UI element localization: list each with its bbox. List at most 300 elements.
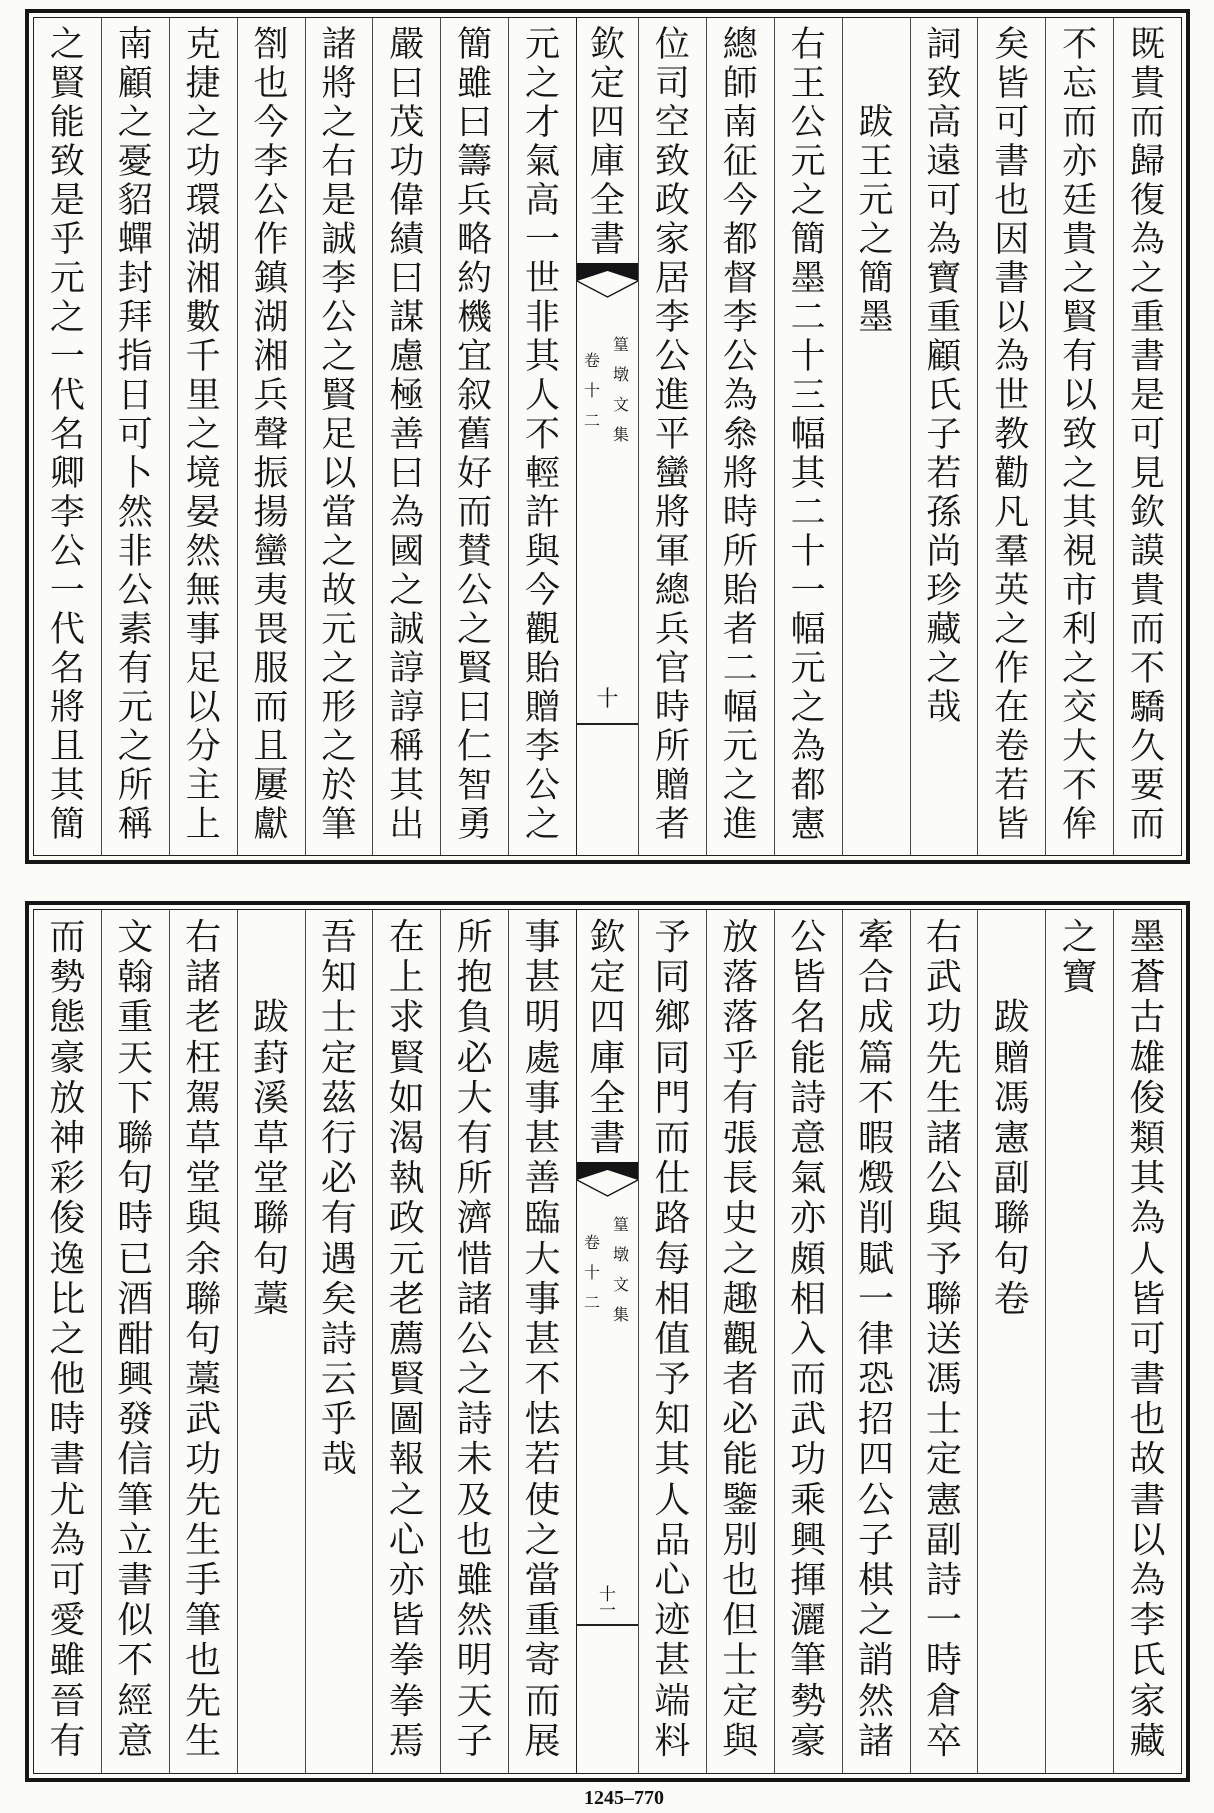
character: 尤: [49, 1479, 86, 1521]
text-column: [169, 910, 237, 1773]
character: 也: [722, 1560, 759, 1601]
character: 句: [253, 1238, 290, 1280]
character: 之: [525, 805, 561, 845]
character: 句: [117, 1158, 154, 1200]
character: 然: [185, 532, 221, 572]
character: 時: [722, 493, 758, 533]
character: 時: [49, 1399, 86, 1441]
character: 詩: [320, 1318, 357, 1360]
character: 幅: [722, 688, 758, 728]
character: 書: [589, 220, 625, 260]
character: 元: [117, 688, 153, 728]
character: 生: [185, 1720, 222, 1762]
character: 偉: [389, 181, 425, 221]
character: 先: [185, 1680, 222, 1722]
column-grid: [34, 18, 1181, 855]
character: 諸: [321, 25, 357, 65]
character: 端: [654, 1680, 691, 1722]
character: 重: [117, 997, 154, 1039]
character: 能: [790, 1037, 827, 1079]
character: 氣: [525, 142, 561, 182]
character: 三: [790, 376, 826, 416]
character: 乎: [320, 1399, 357, 1441]
character: 馮: [993, 1077, 1030, 1119]
text-column: [305, 910, 373, 1773]
character: 二: [790, 298, 826, 338]
character: 以: [994, 298, 1030, 338]
character: 哉: [926, 688, 962, 728]
character: 亦: [790, 1198, 827, 1240]
character: 幅: [790, 610, 826, 650]
character: 天: [117, 1037, 154, 1079]
character: 恐: [858, 1359, 895, 1401]
character: 官: [654, 649, 690, 689]
character: 墨: [790, 259, 826, 299]
character: 今: [722, 181, 758, 221]
character: 今: [253, 103, 289, 143]
character: 一: [925, 1600, 962, 1642]
character: 顧: [926, 337, 962, 377]
character: 致: [926, 64, 962, 104]
character: 吾: [320, 917, 357, 958]
character: 今: [525, 571, 561, 611]
character: 稱: [117, 805, 153, 845]
character: 一: [49, 337, 85, 377]
character: 一: [49, 571, 85, 611]
character: 夷: [253, 571, 289, 611]
character: 可: [994, 103, 1030, 143]
character: 復: [1130, 181, 1166, 221]
character: 賢: [321, 376, 357, 416]
text-column: [1045, 910, 1113, 1773]
character: 圖: [388, 1399, 425, 1441]
character: 負: [456, 997, 493, 1039]
character: 於: [321, 766, 357, 806]
character: 諸: [858, 1720, 895, 1762]
character: 子: [926, 415, 962, 455]
character: 總: [654, 571, 690, 611]
character: 諸: [185, 957, 222, 999]
character: 蠻: [253, 532, 289, 572]
character: 賢: [457, 649, 493, 689]
character: 李: [321, 259, 357, 299]
character: 賛: [457, 532, 493, 572]
character: 藏: [1129, 1720, 1166, 1762]
character: 重: [524, 1600, 561, 1642]
character: 其: [654, 1439, 691, 1481]
character: 嚴: [389, 25, 425, 65]
character: 功: [185, 1439, 222, 1481]
character: 之: [388, 1479, 425, 1521]
character: 成: [858, 997, 895, 1039]
character: 然: [117, 493, 153, 533]
character: 書: [1129, 1479, 1166, 1521]
character: 仕: [654, 1158, 691, 1200]
character: 卷: [994, 727, 1030, 767]
character: 公: [790, 103, 826, 143]
character: 之: [722, 1238, 759, 1280]
character: 世: [525, 259, 561, 299]
character: 雖: [49, 1640, 86, 1682]
character: 門: [654, 1077, 691, 1119]
character: 公: [253, 181, 289, 221]
character: 皆: [994, 64, 1030, 104]
character: 將: [321, 64, 357, 104]
character: 久: [1130, 727, 1166, 767]
character: 李: [1129, 1600, 1166, 1642]
character: 以: [1129, 1519, 1166, 1561]
character: 叙: [457, 376, 493, 416]
character: 皆: [388, 1600, 425, 1642]
character: 跋: [253, 997, 290, 1039]
character: 代: [49, 610, 85, 650]
character: 發: [117, 1399, 154, 1441]
character: 乎: [49, 220, 85, 260]
character: 足: [321, 415, 357, 455]
text-column: [372, 18, 440, 855]
character: 別: [722, 1519, 759, 1561]
character: 立: [117, 1519, 154, 1561]
character: 右: [321, 142, 357, 182]
character: 忘: [1062, 64, 1098, 104]
character: 明: [524, 997, 561, 1039]
character: 四: [589, 997, 626, 1039]
character: 湘: [253, 337, 289, 377]
character: 極: [389, 376, 425, 416]
character: 之: [389, 571, 425, 611]
character: 舊: [457, 415, 493, 455]
character: 之: [321, 649, 357, 689]
character: 薦: [388, 1318, 425, 1360]
character: 公: [858, 1479, 895, 1521]
character: 者: [722, 610, 758, 650]
character: 類: [1129, 1117, 1166, 1159]
character: 其: [389, 766, 425, 806]
text-column: [638, 18, 706, 855]
character: 焉: [388, 1720, 425, 1762]
character: 有: [1062, 337, 1098, 377]
character: 機: [457, 298, 493, 338]
character: 文: [117, 917, 154, 958]
character: 甚: [654, 1640, 691, 1682]
text-column: [508, 18, 576, 855]
character: 兵: [654, 610, 690, 650]
character: 觀: [525, 610, 561, 650]
character: 作: [994, 649, 1030, 689]
character: 處: [524, 1037, 561, 1079]
character: 名: [49, 649, 85, 689]
character: 然: [456, 1600, 493, 1642]
character: 子: [858, 1519, 895, 1561]
character: 叅: [722, 415, 758, 455]
character: 他: [49, 1359, 86, 1401]
character: 稱: [389, 727, 425, 767]
character: 堂: [185, 1158, 222, 1200]
character: 墩: [612, 365, 629, 384]
inner-frame: [33, 909, 1182, 1774]
character: 指: [117, 337, 153, 377]
character: 不: [525, 415, 561, 455]
character: 副: [993, 1158, 1030, 1200]
character: 遠: [926, 142, 962, 182]
character: 似: [117, 1600, 154, 1642]
character: 二: [583, 1293, 600, 1312]
character: 文: [612, 1275, 629, 1294]
character: 為: [1130, 220, 1166, 260]
character: 四: [589, 103, 625, 143]
character: 為: [790, 727, 826, 767]
character: 憲: [925, 1479, 962, 1521]
character: 詩: [925, 1560, 962, 1601]
character: 公: [321, 298, 357, 338]
character: 歸: [1130, 142, 1166, 182]
character: 功: [185, 142, 221, 182]
character: 之: [1062, 259, 1098, 299]
character: 南: [722, 103, 758, 143]
fold-rule: [577, 1624, 638, 1626]
character: 豪: [790, 1720, 827, 1762]
character: 晏: [185, 493, 221, 533]
character: 馮: [925, 1359, 962, 1401]
character: 跋: [858, 103, 894, 143]
character: 要: [1130, 766, 1166, 806]
character: 時: [117, 1198, 154, 1240]
character: 事: [524, 1278, 561, 1320]
character: 古: [1129, 997, 1166, 1039]
character: 重: [926, 298, 962, 338]
character: 及: [456, 1479, 493, 1521]
character: 為: [722, 376, 758, 416]
character: 才: [525, 103, 561, 143]
character: 兵: [253, 376, 289, 416]
character: 督: [722, 259, 758, 299]
character: 四: [858, 1439, 895, 1481]
character: 元: [525, 25, 561, 65]
text-column: [706, 910, 774, 1773]
character: 可: [1129, 1318, 1166, 1360]
character: 予: [654, 1359, 691, 1401]
text-column: [440, 18, 508, 855]
character: 之: [994, 610, 1030, 650]
character: 事: [524, 1077, 561, 1119]
character: 料: [654, 1720, 691, 1762]
character: 上: [185, 805, 221, 845]
character: 欽: [589, 25, 625, 65]
character: 為: [389, 493, 425, 533]
character: 貂: [117, 181, 153, 221]
character: 大: [456, 1077, 493, 1119]
character: 公: [925, 1158, 962, 1200]
character: 右: [790, 25, 826, 65]
character: 墨: [858, 298, 894, 338]
character: 與: [925, 1198, 962, 1240]
character: 下: [117, 1077, 154, 1119]
character: 之: [321, 532, 357, 572]
text-column: [1113, 910, 1181, 1773]
character: 定: [589, 64, 625, 104]
character: 張: [722, 1117, 759, 1159]
character: 之: [790, 181, 826, 221]
text-column: [101, 910, 169, 1773]
character: 卷: [583, 1233, 600, 1252]
character: 之: [321, 337, 357, 377]
character: 之: [722, 766, 758, 806]
character: 可: [926, 181, 962, 221]
center-fold: [576, 18, 638, 855]
character: 放: [722, 917, 759, 958]
character: 必: [456, 1037, 493, 1079]
character: 事: [185, 610, 221, 650]
character: 亦: [1062, 142, 1098, 182]
character: 之: [790, 688, 826, 728]
character: 元: [321, 610, 357, 650]
character: 有: [49, 1720, 86, 1762]
character: 書: [589, 1117, 626, 1159]
character: 諄: [389, 649, 425, 689]
character: 公: [525, 766, 561, 806]
character: 仁: [457, 727, 493, 767]
character: 律: [858, 1318, 895, 1360]
character: 蟬: [117, 220, 153, 260]
character: 贈: [525, 688, 561, 728]
character: 也: [994, 181, 1030, 221]
character: 觀: [722, 1318, 759, 1360]
character: 茲: [320, 1077, 357, 1119]
character: 人: [525, 376, 561, 416]
character: 善: [389, 415, 425, 455]
character: 而: [253, 688, 289, 728]
character: 十: [583, 381, 600, 400]
character: 故: [321, 571, 357, 611]
character: 二: [790, 493, 826, 533]
character: 行: [320, 1117, 357, 1159]
character: 蒼: [1129, 957, 1166, 999]
character: 生: [185, 1519, 222, 1561]
juan-label: [580, 346, 604, 436]
character: 不: [524, 1359, 561, 1401]
character: 生: [925, 1077, 962, 1119]
character: 人: [1129, 1238, 1166, 1280]
character: 憲: [790, 805, 826, 845]
character: 草: [253, 1117, 290, 1159]
character: 故: [1129, 1439, 1166, 1481]
text-column: [774, 910, 842, 1773]
character: 為: [1129, 1198, 1166, 1240]
character: 明: [456, 1640, 493, 1682]
character: 惜: [456, 1238, 493, 1280]
character: 遇: [320, 1238, 357, 1280]
character: 以: [185, 688, 221, 728]
character: 師: [722, 64, 758, 104]
character: 珍: [926, 571, 962, 611]
character: 能: [722, 1439, 759, 1481]
character: 高: [525, 181, 561, 221]
character: 卒: [925, 1720, 962, 1762]
character: 公: [457, 571, 493, 611]
character: 十: [583, 1263, 600, 1282]
character: 名: [49, 415, 85, 455]
character: 合: [858, 957, 895, 999]
character: 將: [49, 688, 85, 728]
character: 句: [993, 1238, 1030, 1280]
character: 長: [722, 1158, 759, 1200]
character: 展: [524, 1720, 561, 1762]
character: 英: [994, 571, 1030, 611]
character: 氣: [790, 1158, 827, 1200]
character: 之: [117, 727, 153, 767]
character: 勢: [49, 957, 86, 999]
character: 不: [1130, 649, 1166, 689]
character: 品: [654, 1519, 691, 1561]
character: 家: [654, 220, 690, 260]
character: 聯: [117, 1117, 154, 1159]
text-column: [101, 18, 169, 855]
character: 哉: [320, 1439, 357, 1481]
character: 公: [790, 917, 827, 958]
character: 筆: [117, 1479, 154, 1521]
character: 也: [456, 1519, 493, 1561]
text-column: [440, 910, 508, 1773]
character: 神: [49, 1117, 86, 1159]
character: 其: [49, 766, 85, 806]
character: 世: [994, 376, 1030, 416]
character: 其: [1062, 493, 1098, 533]
character: 右: [185, 917, 222, 958]
character: 翰: [117, 957, 154, 999]
section-heading: [237, 910, 305, 1773]
character: 聯: [925, 1278, 962, 1320]
character: 拳: [388, 1640, 425, 1682]
character: 定: [320, 1037, 357, 1079]
character: 善: [524, 1158, 561, 1200]
character: 振: [253, 454, 289, 494]
character: 武: [790, 1399, 827, 1441]
character: 約: [457, 259, 493, 299]
character: 趣: [722, 1278, 759, 1320]
character: 篁: [612, 335, 629, 354]
character: 是: [49, 181, 85, 221]
character: 政: [388, 1198, 425, 1240]
character: 上: [388, 957, 425, 999]
character: 副: [925, 1519, 962, 1561]
character: 必: [320, 1158, 357, 1200]
character: 執: [388, 1158, 425, 1200]
character: 詞: [926, 25, 962, 65]
page-number: [577, 688, 638, 712]
character: 乎: [722, 1037, 759, 1079]
character: 好: [457, 454, 493, 494]
character: 事: [524, 917, 561, 958]
character: 都: [722, 220, 758, 260]
character: 逸: [49, 1238, 86, 1280]
character: 倉: [925, 1680, 962, 1722]
character: 素: [117, 610, 153, 650]
character: 勢: [790, 1680, 827, 1722]
character: 之: [321, 103, 357, 143]
character: 簡: [457, 25, 493, 65]
character: 非: [525, 298, 561, 338]
character: 驕: [1130, 688, 1166, 728]
character: 利: [1062, 610, 1098, 650]
character: 酣: [117, 1318, 154, 1360]
character: 貽: [525, 649, 561, 689]
character: 灑: [790, 1600, 827, 1642]
character: 可: [117, 415, 153, 455]
text-column: [34, 18, 101, 855]
character: 若: [524, 1439, 561, 1481]
fold-header: [577, 26, 638, 260]
character: 捷: [185, 64, 221, 104]
